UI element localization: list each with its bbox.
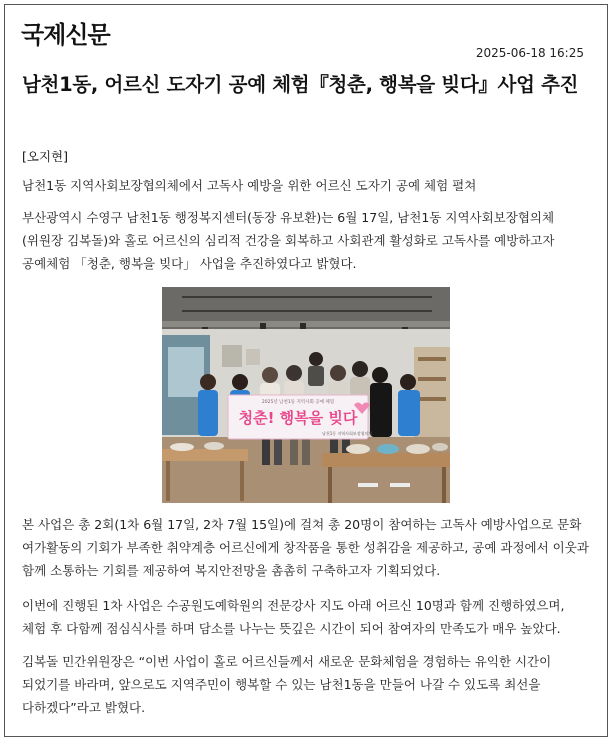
masthead-logo: 국제신문 [21, 21, 110, 49]
article-paragraph-2: 본 사업은 총 2회(1차 6월 17일, 2차 7월 15일)에 걸쳐 총 20명이 참여하는 고독사 예방사업으로 문화 여가활동의 기회가 부족한 취약계층 어르신에게 창작품을 통한 성취감을 제공하고, 공예 과정에서 이웃과 함께 소통하는 기회를 제공하여 복지안전망을 촘촘히 구축하고자 기획되었다. [22, 517, 589, 578]
article-headline: 남천1동, 어르신 도자기 공예 체험『청춘, 행복을 빚다』사업 추진 [22, 73, 579, 96]
banner-main-text: 청춘! 행복을 빚다 [238, 409, 358, 427]
photo-banner [228, 395, 372, 439]
article-paragraph-3: 이번에 진행된 1차 사업은 수공원도예학원의 전문강사 지도 아래 어르신 10명과 함께 진행하였으며, 체험 후 다함께 점심식사를 하며 담소를 나누는 뜻깊은 시간이 되어 참여자의 만족도가 매우 높았다. [22, 598, 565, 636]
banner-org-text: 남천1동 지역사회보장협의체 [322, 431, 373, 436]
article-paragraph-4: 김복돌 민간위원장은 “이번 사업이 홀로 어르신들께서 새로운 문화체험을 경험하는 유익한 시간이 되었기를 바라며, 앞으로도 지역주민이 행복할 수 있는 남천1동을 만들어 나갈 수 있도록 최선을 다하겠다”라고 밝혔다. [22, 654, 552, 715]
publish-date: 2025-06-18 16:25 [475, 46, 584, 60]
article-photo [162, 287, 450, 503]
reporter-name: [오지현] [22, 149, 68, 164]
article-paragraph-1: 부산광역시 수영구 남천1동 행정복지센터(동장 유보환)는 6월 17일, 남천1동 지역사회보장협의체(위원장 김복돌)와 홀로 어르신의 심리적 건강을 회복하고 사회관계 활성화로 고독사를 예방하고자 공예체험 「청춘, 행복을 빚다」 사업을 추진하였다고 밝혔다. [22, 210, 555, 271]
banner-small-text: 2025년 남천1동 지역사회 공예 체험 [261, 400, 335, 405]
article-subtitle: 남천1동 지역사회보장협의체에서 고독사 예방을 위한 어르신 도자기 공예 체험 펼쳐 [22, 178, 477, 193]
